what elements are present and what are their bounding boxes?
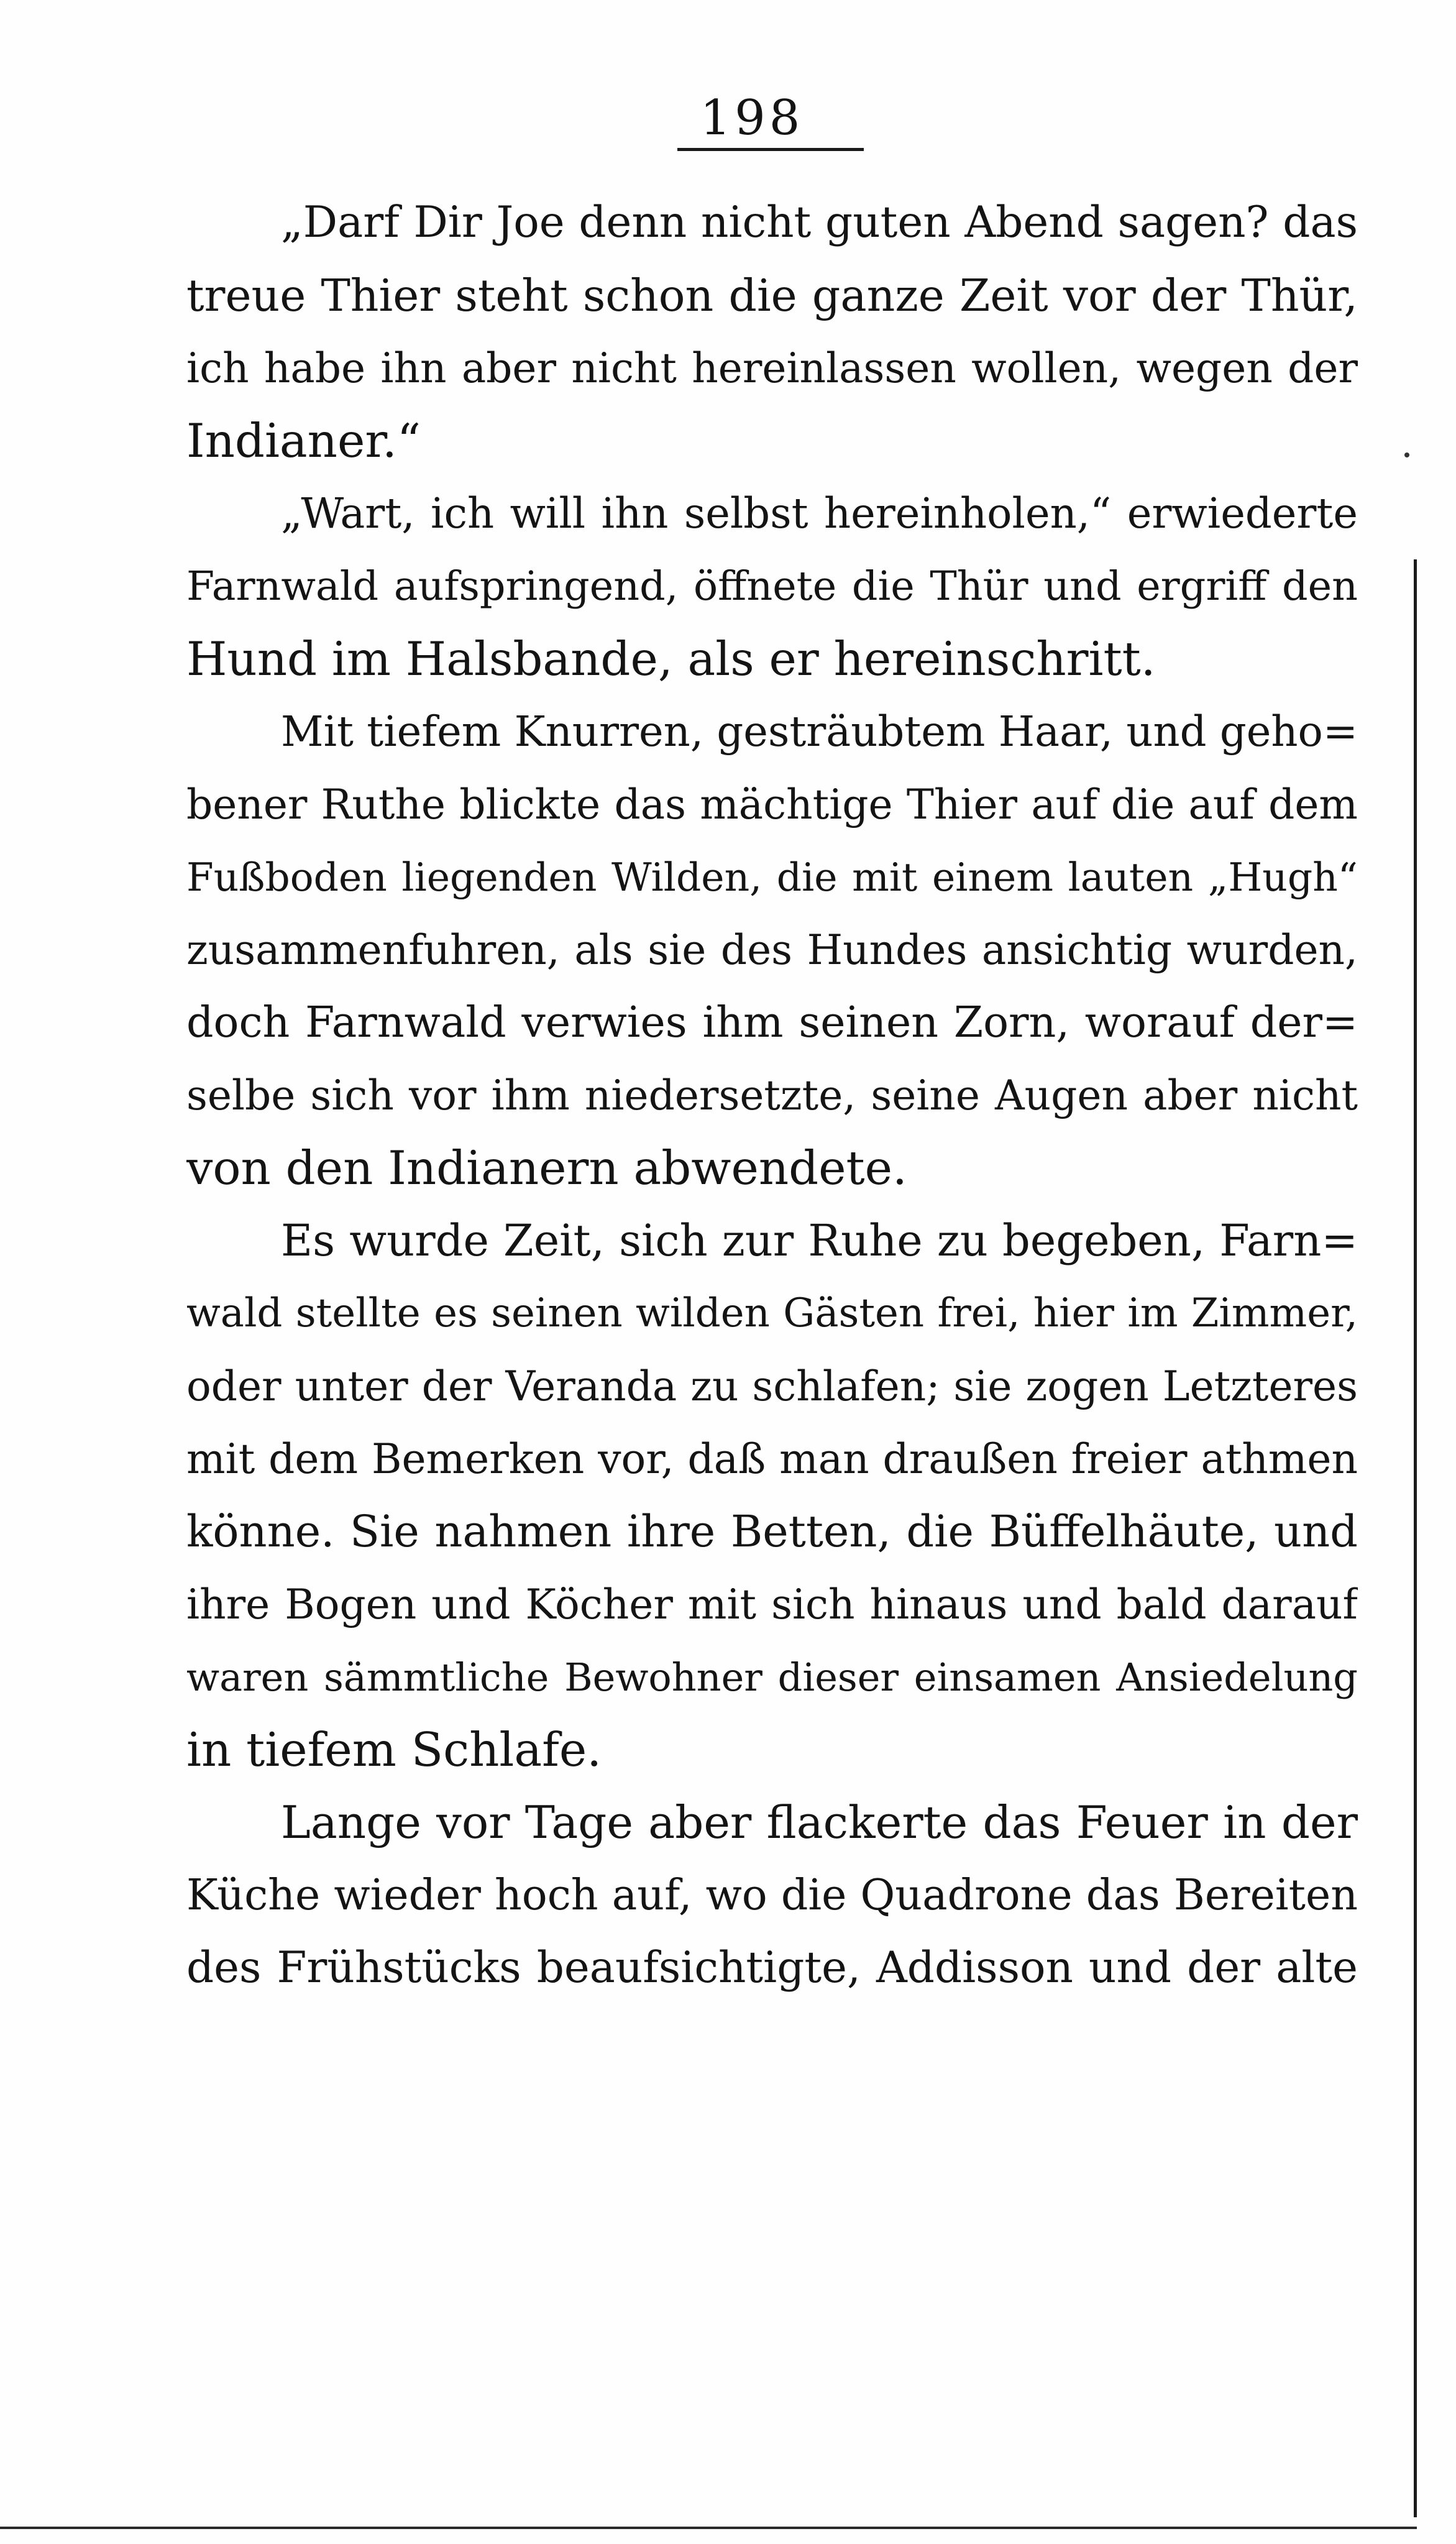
text-line: ihre Bogen und Köcher mit sich hinaus und bald darauf [186,1581,1358,1628]
text-line: Fußboden liegenden Wilden, die mit einem lauten „Hugh“ [186,855,1358,900]
text-line: Farnwald aufspringend, öffnete die Thür und ergriff den [186,563,1358,610]
margin-speck [1404,452,1409,457]
body-text [186,186,1358,2004]
header-rule [677,148,864,151]
text-line: Indianer.“ [186,413,421,468]
text-line: mit dem Bemerken vor, daß man draußen freier athmen [186,1435,1358,1483]
page-edge-right [1414,559,1417,2517]
text-line: Mit tiefem Knurren, gesträubtem Haar, und geho= [281,707,1358,756]
text-line: des Frühstücks beaufsichtigte, Addisson und der alte [186,1943,1358,1993]
text-line: in tiefem Schlafe. [186,1722,602,1777]
text-line: wald stellte es seinen wilden Gästen frei, hier im Zimmer, [186,1290,1358,1336]
text-line: doch Farnwald verwies ihm seinen Zorn, worauf der= [186,998,1358,1047]
text-line: bener Ruthe blickte das mächtige Thier auf die auf dem [186,781,1358,829]
page-number: 198 [700,90,804,146]
text-line: Hund im Halsbande, als er hereinschritt. [186,631,1156,686]
text-line: Lange vor Tage aber flackerte das Feuer in der [281,1796,1358,1848]
text-line: zusammenfuhren, als sie des Hundes ansichtig wurden, [186,926,1358,974]
text-line: „Darf Dir Joe denn nicht guten Abend sagen? das [281,198,1358,247]
text-line: Küche wieder hoch auf, wo die Quadrone das Bereiten [186,1871,1358,1920]
text-line: von den Indianern abwendete. [186,1141,907,1195]
text-line: „Wart, ich will ihn selbst hereinholen,“ erwiederte [281,489,1358,538]
text-line: könne. Sie nahmen ihre Betten, die Büffelhäute, und [186,1506,1358,1557]
text-line: Es wurde Zeit, sich zur Ruhe zu begeben, Farn= [281,1215,1358,1266]
text-line: treue Thier steht schon die ganze Zeit vor der Thür, [186,270,1358,321]
text-line: selbe sich vor ihm niedersetzte, seine Augen aber nicht [186,1072,1358,1119]
text-line: ich habe ihn aber nicht hereinlassen wollen, wegen der [186,344,1358,392]
text-line: oder unter der Veranda zu schlafen; sie zogen Letzteres [186,1362,1358,1410]
text-line: waren sämmtliche Bewohner dieser einsamen Ansiedelung [186,1655,1358,1700]
page-edge-bottom [0,2527,1417,2529]
